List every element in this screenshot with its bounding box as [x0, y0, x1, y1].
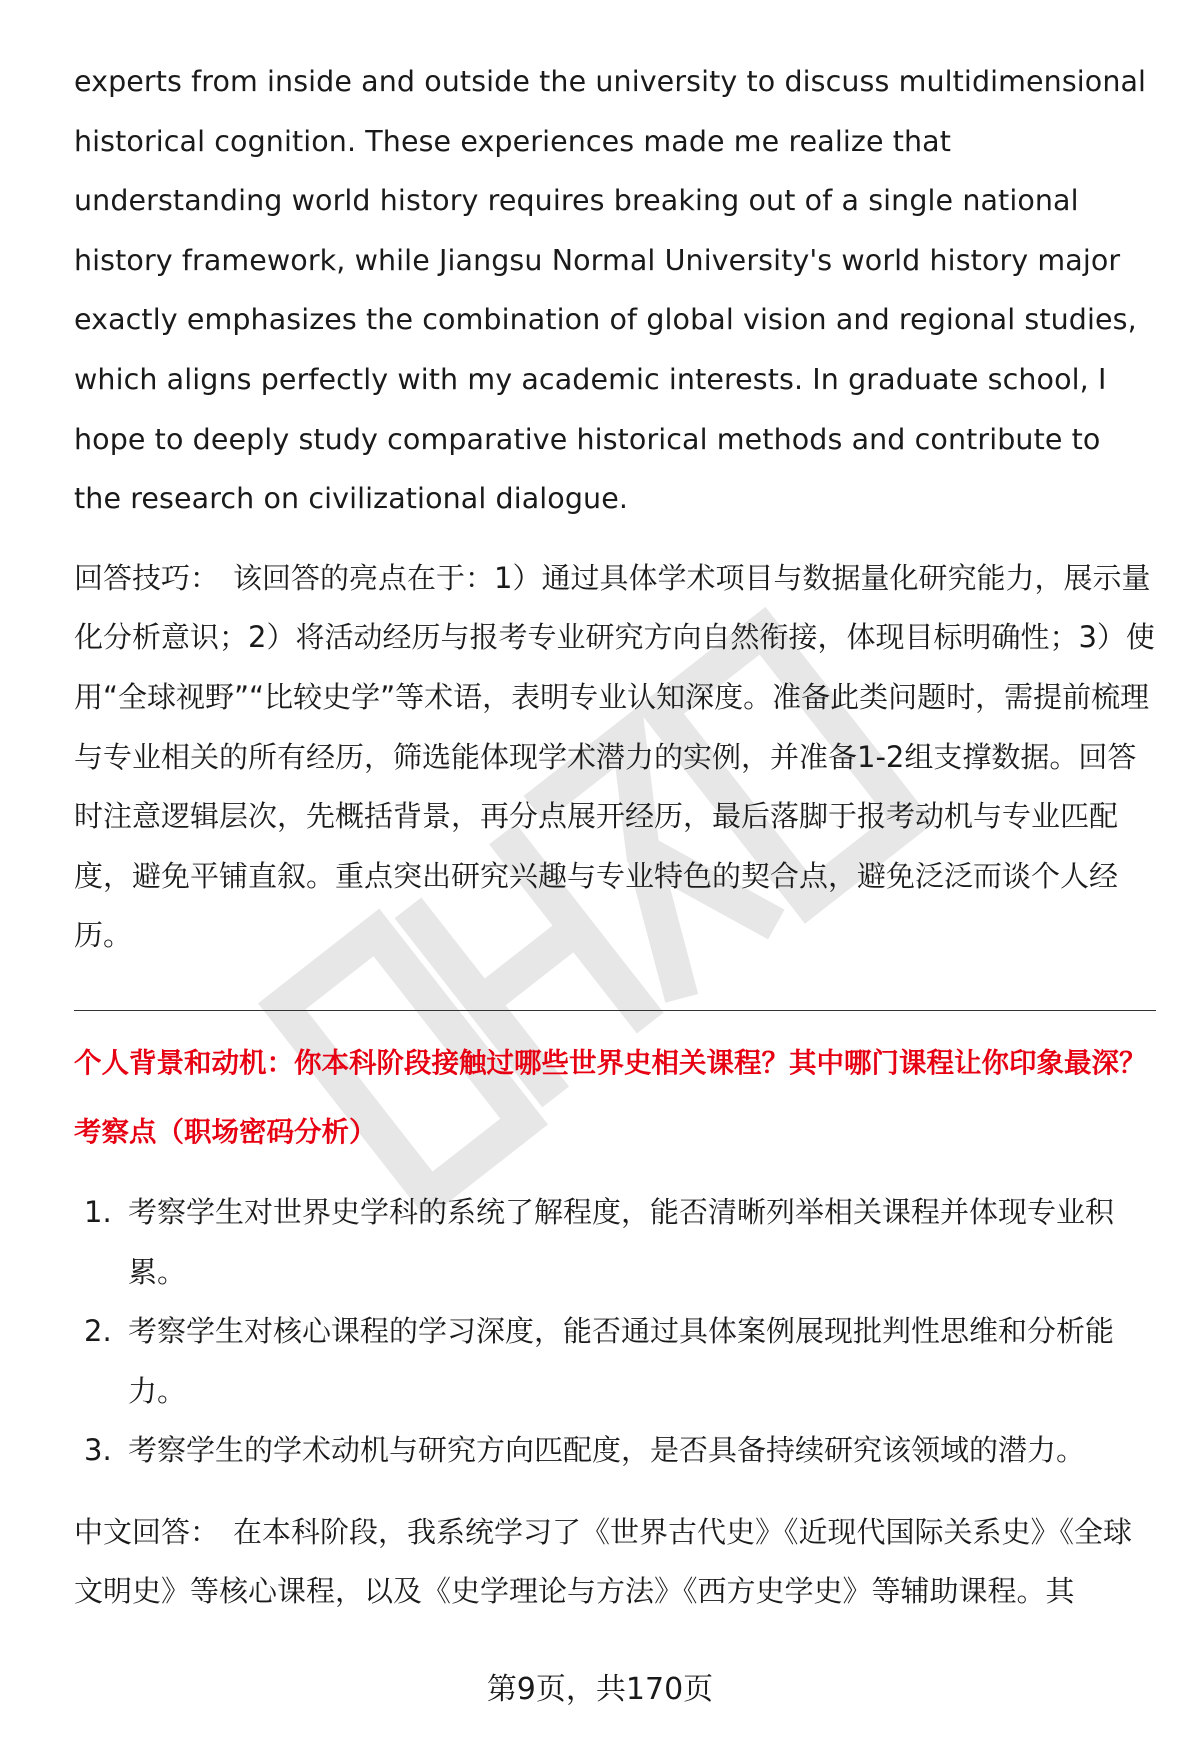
list-item	[74, 1183, 1156, 1302]
chinese-answer-paragraph	[74, 1503, 1156, 1622]
list-item-number: 1.	[84, 1194, 112, 1229]
analysis-heading: 考察点（职场密码分析）	[74, 1115, 377, 1148]
list-item-number: 3.	[84, 1433, 112, 1468]
chinese-answer-text: 在本科阶段，我系统学习了《世界古代史》《近现代国际关系史》《全球文明史》等核心课程，以及《史学理论与方法》《西方史学史》等辅助课程。其	[74, 1514, 1133, 1609]
main-content	[74, 52, 1156, 1622]
answer-tips-paragraph	[74, 549, 1156, 966]
list-item	[74, 1421, 1156, 1481]
page-number-footer: 第9页，共170页	[0, 1668, 1200, 1712]
question-heading: 个人背景和动机：你本科阶段接触过哪些世界史相关课程？其中哪门课程让你印象最深？	[74, 1046, 1147, 1079]
english-answer-paragraph: experts from inside and outside the university to discuss multidimensional historical cognition. These experiences made me realize that understanding world history requires breaking out of a single national history framework, while Jiangsu Normal University's world history major exactly emphasizes the combination of global vision and regional studies, which aligns perfectly with my academic interests. In graduate school, I hope to deeply study comparative historical methods and contribute to the research on civilizational dialogue.	[74, 65, 1147, 516]
chinese-answer-label: 中文回答：	[74, 1514, 220, 1549]
list-item-text: 考察学生对世界史学科的系统了解程度，能否清晰列举相关课程并体现专业积累。	[128, 1194, 1115, 1289]
list-item-text: 考察学生对核心课程的学习深度，能否通过具体案例展现批判性思维和分析能力。	[128, 1314, 1115, 1408]
list-item-number: 2.	[84, 1314, 112, 1349]
analysis-list	[74, 1183, 1156, 1481]
list-item	[74, 1302, 1156, 1421]
list-item-text: 考察学生的学术动机与研究方向匹配度，是否具备持续研究该领域的潜力。	[128, 1433, 1086, 1468]
answer-tips-text: 该回答的亮点在于：1）通过具体学术项目与数据量化研究能力，展示量化分析意识；2）将活动经历与报考专业研究方向自然衔接，体现目标明确性；3）使用“全球视野”“比较史学”等术语，表明专业认知深度。准备此类问题时，需提前梳理与专业相关的所有经历，筛选能体现学术潜力的实例，并准备1-2组支撑数据。回答时注意逻辑层次，先概括背景，再分点展开经历，最后落脚于报考动机与专业匹配度，避免平铺直叙。重点突出研究兴趣与专业特色的契合点，避免泛泛而谈个人经历。	[74, 560, 1155, 953]
answer-tips-label: 回答技巧：	[74, 560, 220, 595]
section-divider	[74, 1010, 1156, 1011]
